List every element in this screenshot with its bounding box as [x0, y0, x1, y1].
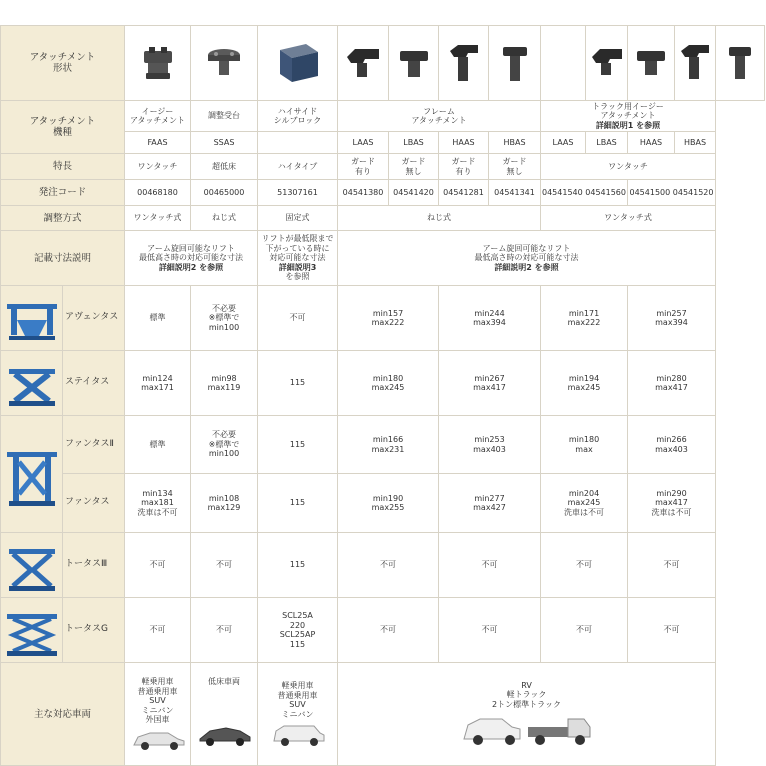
- model-easy: イージー アタッチメント: [125, 101, 191, 132]
- table-row: [1, 286, 765, 351]
- dimension-high: リフトが最低限まで 下がっている時に 対応可能な寸法 詳細説明3 を参照: [258, 231, 338, 286]
- order-code: 00465000: [191, 180, 258, 206]
- code-laas: LAAS: [338, 132, 389, 154]
- model-frame: フレーム アタッチメント: [338, 101, 541, 132]
- attachment-image-lbas: [389, 26, 439, 101]
- cell: min171 max222: [541, 286, 628, 351]
- shape-header: アタッチメント 形状: [1, 26, 125, 101]
- cell: min190 max255: [338, 474, 439, 533]
- vehicles-frame-truck: RV 軽トラック 2トン標準トラック: [338, 663, 716, 766]
- order-code-header: 発注コード: [1, 180, 125, 206]
- order-code: 04541281: [439, 180, 489, 206]
- cell: 不可: [628, 598, 716, 663]
- attachment-image-easy: [125, 26, 191, 101]
- vehicles-base: 低床車両: [191, 663, 258, 766]
- cell: 不必要 ※標準で min100: [191, 286, 258, 351]
- lift-status-icon: [3, 361, 61, 413]
- lift-image-aventus: [1, 286, 63, 351]
- order-code: 04541420: [389, 180, 439, 206]
- adjust-truck: ワンタッチ式: [541, 206, 716, 231]
- high-side-block-icon: [274, 40, 322, 86]
- cell: min166 max231: [338, 416, 439, 474]
- cell: min157 max222: [338, 286, 439, 351]
- table-row: [1, 351, 765, 416]
- cell: min267 max417: [439, 351, 541, 416]
- car-suv-truck-icon: [462, 713, 592, 747]
- cell: min134 max181 洗車は不可: [125, 474, 191, 533]
- cell: min108 max129: [191, 474, 258, 533]
- table-row: [1, 598, 765, 663]
- cell: 不可: [541, 533, 628, 598]
- cell: 標準: [125, 286, 191, 351]
- attachment-image-haas: [439, 26, 489, 101]
- cell: 不可: [125, 533, 191, 598]
- code-hbas: HBAS: [489, 132, 541, 154]
- cell: min98 max119: [191, 351, 258, 416]
- cell: min194 max245: [541, 351, 628, 416]
- cell: min266 max403: [628, 416, 716, 474]
- truck-haas-icon: [676, 41, 714, 85]
- cell: min280 max417: [628, 351, 716, 416]
- lift-name: トータスⅢ: [63, 533, 125, 598]
- cell: min124 max171: [125, 351, 191, 416]
- dimension-easy-base: アーム旋回可能なリフト 最低高さ時の対応可能な寸法 詳細説明2 を参照: [125, 231, 258, 286]
- adjust-frame: ねじ式: [338, 206, 541, 231]
- table-row: [1, 416, 765, 474]
- code-truck-hbas: HBAS: [675, 132, 716, 154]
- cell: 115: [258, 474, 338, 533]
- model-adjust-base: 調整受台: [191, 101, 258, 132]
- adjust-base: ねじ式: [191, 206, 258, 231]
- car-sports-icon: [196, 691, 252, 751]
- adjust-base-icon: [202, 41, 246, 85]
- order-code: 51307161: [258, 180, 338, 206]
- table-row: [1, 474, 765, 533]
- code-truck-laas: LAAS: [541, 132, 586, 154]
- code-haas: HAAS: [439, 132, 489, 154]
- truck-lbas-icon: [632, 41, 670, 85]
- attachment-image-truck-hbas: [716, 26, 765, 101]
- cell: 不可: [191, 533, 258, 598]
- feature-base: 超低床: [191, 154, 258, 180]
- feature-laas: ガード 有り: [338, 154, 389, 180]
- attachment-image-truck-lbas: [628, 26, 675, 101]
- feature-lbas: ガード 無し: [389, 154, 439, 180]
- lift-name: ステイタス: [63, 351, 125, 416]
- attachment-image-laas: [338, 26, 389, 101]
- code-truck-haas: HAAS: [628, 132, 675, 154]
- attachment-image-truck-laas: [586, 26, 628, 101]
- cell: 不可: [191, 598, 258, 663]
- feature-easy: ワンタッチ: [125, 154, 191, 180]
- code-lbas: LBAS: [389, 132, 439, 154]
- cell: 115: [258, 351, 338, 416]
- lift-image-tortas3: [1, 533, 63, 598]
- truck-laas-icon: [588, 41, 626, 85]
- cell: 不必要 ※標準で min100: [191, 416, 258, 474]
- cell: 不可: [338, 598, 439, 663]
- lift-tortas3-icon: [3, 543, 61, 595]
- cell: min180 max245: [338, 351, 439, 416]
- cell: 不可: [541, 598, 628, 663]
- feature-header: 特長: [1, 154, 125, 180]
- lift-fantas-icon: [3, 428, 61, 528]
- lift-image-status: [1, 351, 63, 416]
- model-header: アタッチメント 機種: [1, 101, 125, 154]
- cell: 不可: [338, 533, 439, 598]
- lift-aventus-icon: [3, 296, 61, 348]
- frame-haas-icon: [444, 41, 484, 85]
- lift-name: アヴェンタス: [63, 286, 125, 351]
- adjust-high: 固定式: [258, 206, 338, 231]
- attachment-image-hbas: [489, 26, 541, 101]
- cell: 不可: [258, 286, 338, 351]
- attachment-image-adjust-base: [191, 26, 258, 101]
- cell: min244 max394: [439, 286, 541, 351]
- model-truck: トラック用イージー アタッチメント 詳細説明1 を参照: [541, 101, 716, 132]
- order-code: 04541540 04541560: [541, 180, 628, 206]
- attachment-image-high-side: [258, 26, 338, 101]
- cell: 不可: [439, 533, 541, 598]
- order-code: 04541500 04541520: [628, 180, 716, 206]
- model-high-side: ハイサイド シルブロック: [258, 101, 338, 132]
- order-code: 04541341: [489, 180, 541, 206]
- car-minivan-icon: [270, 723, 326, 747]
- vehicles-easy: 軽乗用車 普通乗用車 SUV ミニバン 外国車: [125, 663, 191, 766]
- cell: min290 max417 洗車は不可: [628, 474, 716, 533]
- lift-image-tortasg: [1, 598, 63, 663]
- cell: min277 max427: [439, 474, 541, 533]
- feature-truck: ワンタッチ: [541, 154, 716, 180]
- cell: min257 max394: [628, 286, 716, 351]
- dimension-frame-truck: アーム旋回可能なリフト 最低高さ時の対応可能な寸法 詳細説明2 を参照: [338, 231, 716, 286]
- feature-high: ハイタイプ: [258, 154, 338, 180]
- frame-lbas-icon: [394, 41, 434, 85]
- vehicles-high: 軽乗用車 普通乗用車 SUV ミニバン: [258, 663, 338, 766]
- code-truck-lbas: LBAS: [586, 132, 628, 154]
- code-high-empty: [258, 132, 338, 154]
- cell: min253 max403: [439, 416, 541, 474]
- lift-name: ファンタスⅡ: [63, 416, 125, 474]
- vehicles-header: 主な対応車両: [1, 663, 125, 766]
- table-row: [1, 533, 765, 598]
- feature-haas: ガード 有り: [439, 154, 489, 180]
- easy-attachment-icon: [136, 41, 180, 85]
- attachment-spec-table: [0, 25, 765, 766]
- truck-hbas-icon: [723, 41, 757, 85]
- lift-name: トータスG: [63, 598, 125, 663]
- cell: 不可: [125, 598, 191, 663]
- order-code: 00468180: [125, 180, 191, 206]
- cell: 115: [258, 416, 338, 474]
- adjust-header: 調整方式: [1, 206, 125, 231]
- attachment-image-spacer: [541, 26, 586, 101]
- cell: min180 max: [541, 416, 628, 474]
- code-ssas: SSAS: [191, 132, 258, 154]
- cell: 標準: [125, 416, 191, 474]
- lift-tortasg-icon: [3, 608, 61, 660]
- frame-hbas-icon: [495, 41, 535, 85]
- dimension-header: 記載寸法説明: [1, 231, 125, 286]
- feature-hbas: ガード 無し: [489, 154, 541, 180]
- cell: min204 max245 洗車は不可: [541, 474, 628, 533]
- order-code: 04541380: [338, 180, 389, 206]
- lift-name: ファンタス: [63, 474, 125, 533]
- attachment-image-truck-haas: [675, 26, 716, 101]
- cell: 不可: [628, 533, 716, 598]
- cell: 不可: [439, 598, 541, 663]
- car-suv-icon: [130, 729, 186, 751]
- adjust-easy: ワンタッチ式: [125, 206, 191, 231]
- code-faas: FAAS: [125, 132, 191, 154]
- frame-laas-icon: [343, 41, 383, 85]
- cell: SCL25A 220 SCL25AP 115: [258, 598, 338, 663]
- cell: 115: [258, 533, 338, 598]
- lift-image-fantas: [1, 416, 63, 533]
